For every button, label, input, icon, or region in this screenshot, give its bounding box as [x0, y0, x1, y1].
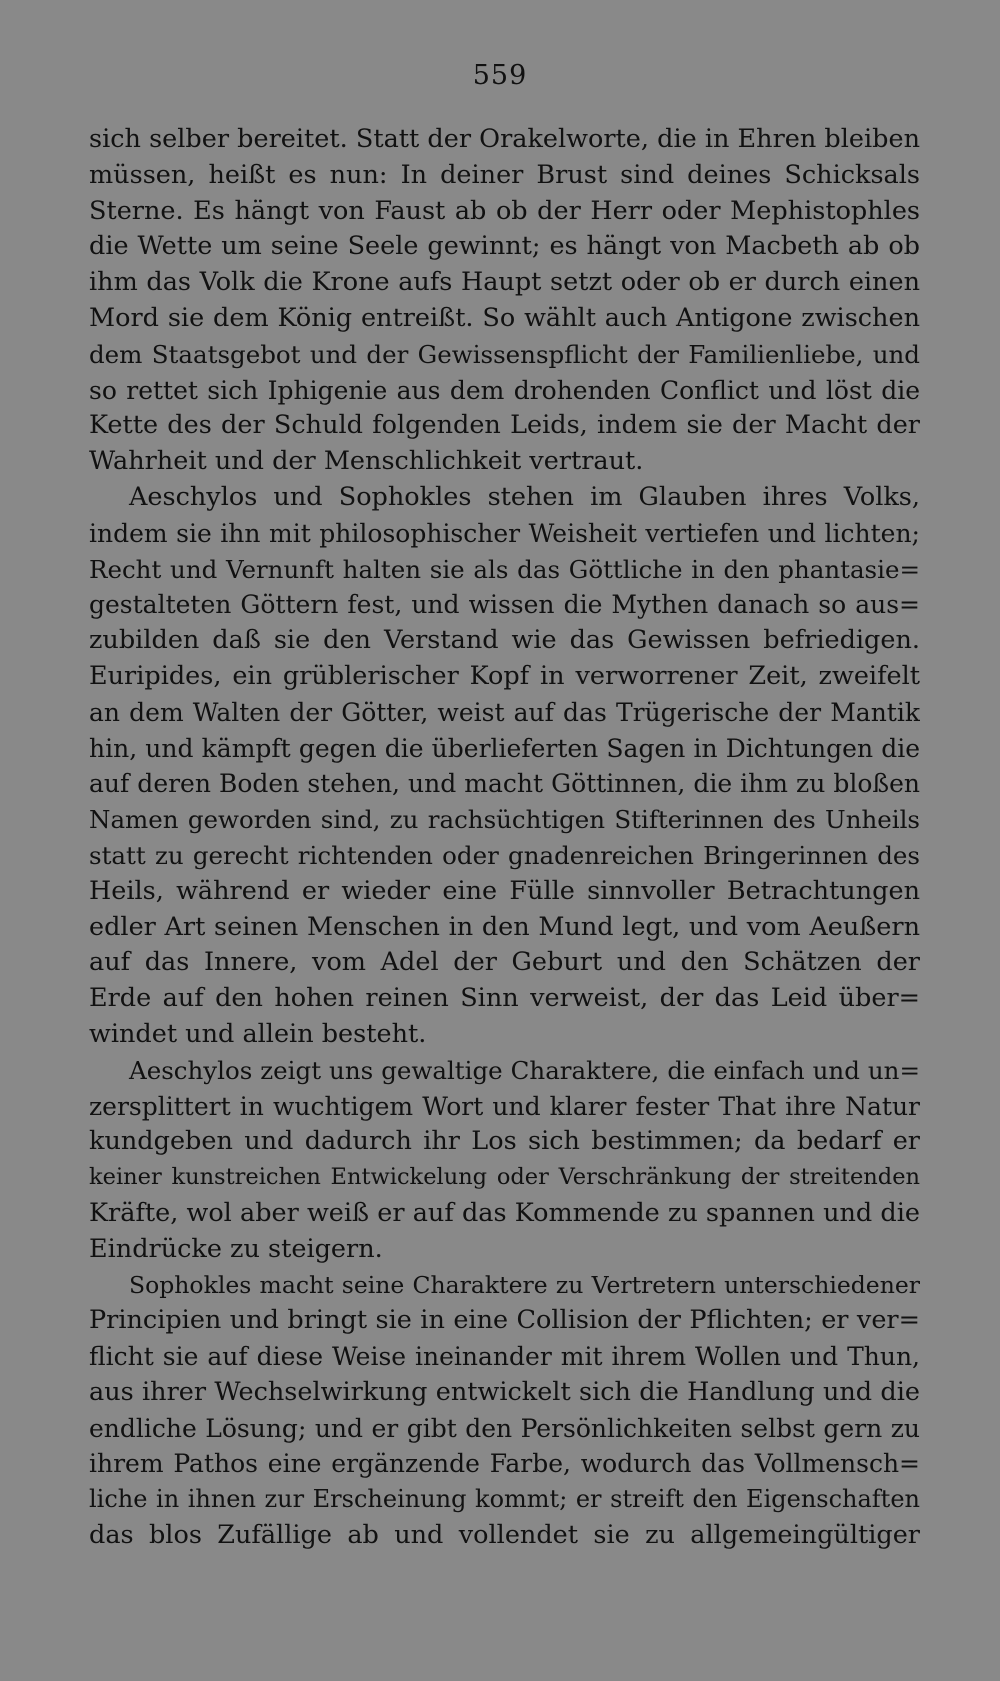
- text-line: keiner kunstreichen Entwickelung oder Verschränkung der streitenden: [89, 1164, 920, 1191]
- text-line: das blos Zufällige ab und vollendet sie zu allgemeingültiger: [89, 1520, 920, 1551]
- text-line: so rettet sich Iphigenie aus dem drohenden Conflict und löst die: [89, 375, 920, 405]
- text-line: Aeschylos und Sophokles stehen im Glauben ihres Volks,: [129, 481, 920, 512]
- text-line: gestalteten Göttern fest, und wissen die Mythen danach so aus=: [89, 590, 920, 620]
- text-line: Euripides, ein grüblerischer Kopf in verworrener Zeit, zweifelt: [89, 660, 920, 691]
- text-line: hin, und kämpft gegen die überlieferten Sagen in Dichtungen die: [89, 733, 920, 763]
- text-line: liche in ihnen zur Erscheinung kommt; er streift den Eigenschaften: [89, 1485, 920, 1514]
- text-line: Sophokles macht seine Charaktere zu Vertretern unterschiedener: [129, 1270, 920, 1299]
- text-line: Wahrheit und der Menschlichkeit vertraut.: [89, 446, 644, 477]
- text-line: zersplittert in wuchtigem Wort und klarer fester That ihre Natur: [89, 1091, 920, 1121]
- text-line: ihm das Volk die Krone aufs Haupt setzt oder ob er durch einen: [89, 267, 920, 298]
- text-line: kundgeben und dadurch ihr Los sich bestimmen; da bedarf er: [89, 1126, 920, 1157]
- text-line: Heils, während er wieder eine Fülle sinnvoller Betrachtungen: [89, 875, 920, 906]
- page-number: 559: [472, 60, 528, 91]
- body-text: [89, 122, 920, 1554]
- text-line: indem sie ihn mit philosophischer Weisheit vertiefen und lichten;: [89, 518, 920, 548]
- text-line: auf deren Boden stehen, und macht Göttinnen, die ihm zu bloßen: [89, 769, 920, 799]
- text-line: sich selber bereitet. Statt der Orakelworte, die in Ehren bleiben: [89, 124, 920, 154]
- text-line: Namen geworden sind, zu rachsüchtigen Stifterinnen des Unheils: [89, 805, 920, 835]
- text-line: Recht und Vernunft halten sie als das Göttliche in den phantasie=: [89, 554, 920, 584]
- text-line: aus ihrer Wechselwirkung entwickelt sich die Handlung und die: [89, 1376, 920, 1407]
- text-line: Principien und bringt sie in eine Collision der Pflichten; er ver=: [89, 1305, 920, 1336]
- text-line: Sterne. Es hängt von Faust ab ob der Herr oder Mephistophles: [89, 195, 920, 226]
- text-line: Erde auf den hohen reinen Sinn verweist, der das Leid über=: [89, 983, 920, 1014]
- text-line: zubilden daß sie den Verstand wie das Gewissen befriedigen.: [89, 625, 920, 656]
- text-line: an dem Walten der Götter, weist auf das Trügerische der Mantik: [89, 697, 920, 727]
- text-line: edler Art seinen Menschen in den Mund legt, und vom Aeußern: [89, 911, 920, 942]
- text-line: Eindrücke zu steigern.: [89, 1233, 383, 1264]
- text-line: flicht sie auf diese Weise ineinander mit ihrem Wollen und Thun,: [89, 1342, 920, 1372]
- text-line: müssen, heißt es nun: In deiner Brust sind deines Schicksals: [89, 159, 920, 190]
- text-line: Kette des der Schuld folgenden Leids, indem sie der Macht der: [89, 410, 920, 441]
- text-line: Kräfte, wol aber weiß er auf das Kommende zu spannen und die: [89, 1197, 920, 1228]
- text-line: Mord sie dem König entreißt. So wählt auch Antigone zwischen: [89, 302, 920, 333]
- text-line: Aeschylos zeigt uns gewaltige Charaktere, die einfach und un=: [129, 1055, 920, 1085]
- text-line: auf das Innere, vom Adel der Geburt und den Schätzen der: [89, 947, 920, 978]
- text-line: endliche Lösung; und er gibt den Persönlichkeiten selbst gern zu: [89, 1413, 920, 1443]
- text-line: ihrem Pathos eine ergänzende Farbe, wodurch das Vollmensch=: [89, 1449, 920, 1479]
- text-line: windet und allein besteht.: [89, 1018, 427, 1049]
- text-line: statt zu gerecht richtenden oder gnadenreichen Bringerinnen des: [89, 840, 920, 870]
- text-line: dem Staatsgebot und der Gewissenspflicht der Familienliebe, und: [89, 339, 920, 369]
- text-line: die Wette um seine Seele gewinnt; es hängt von Macbeth ab ob: [89, 231, 920, 262]
